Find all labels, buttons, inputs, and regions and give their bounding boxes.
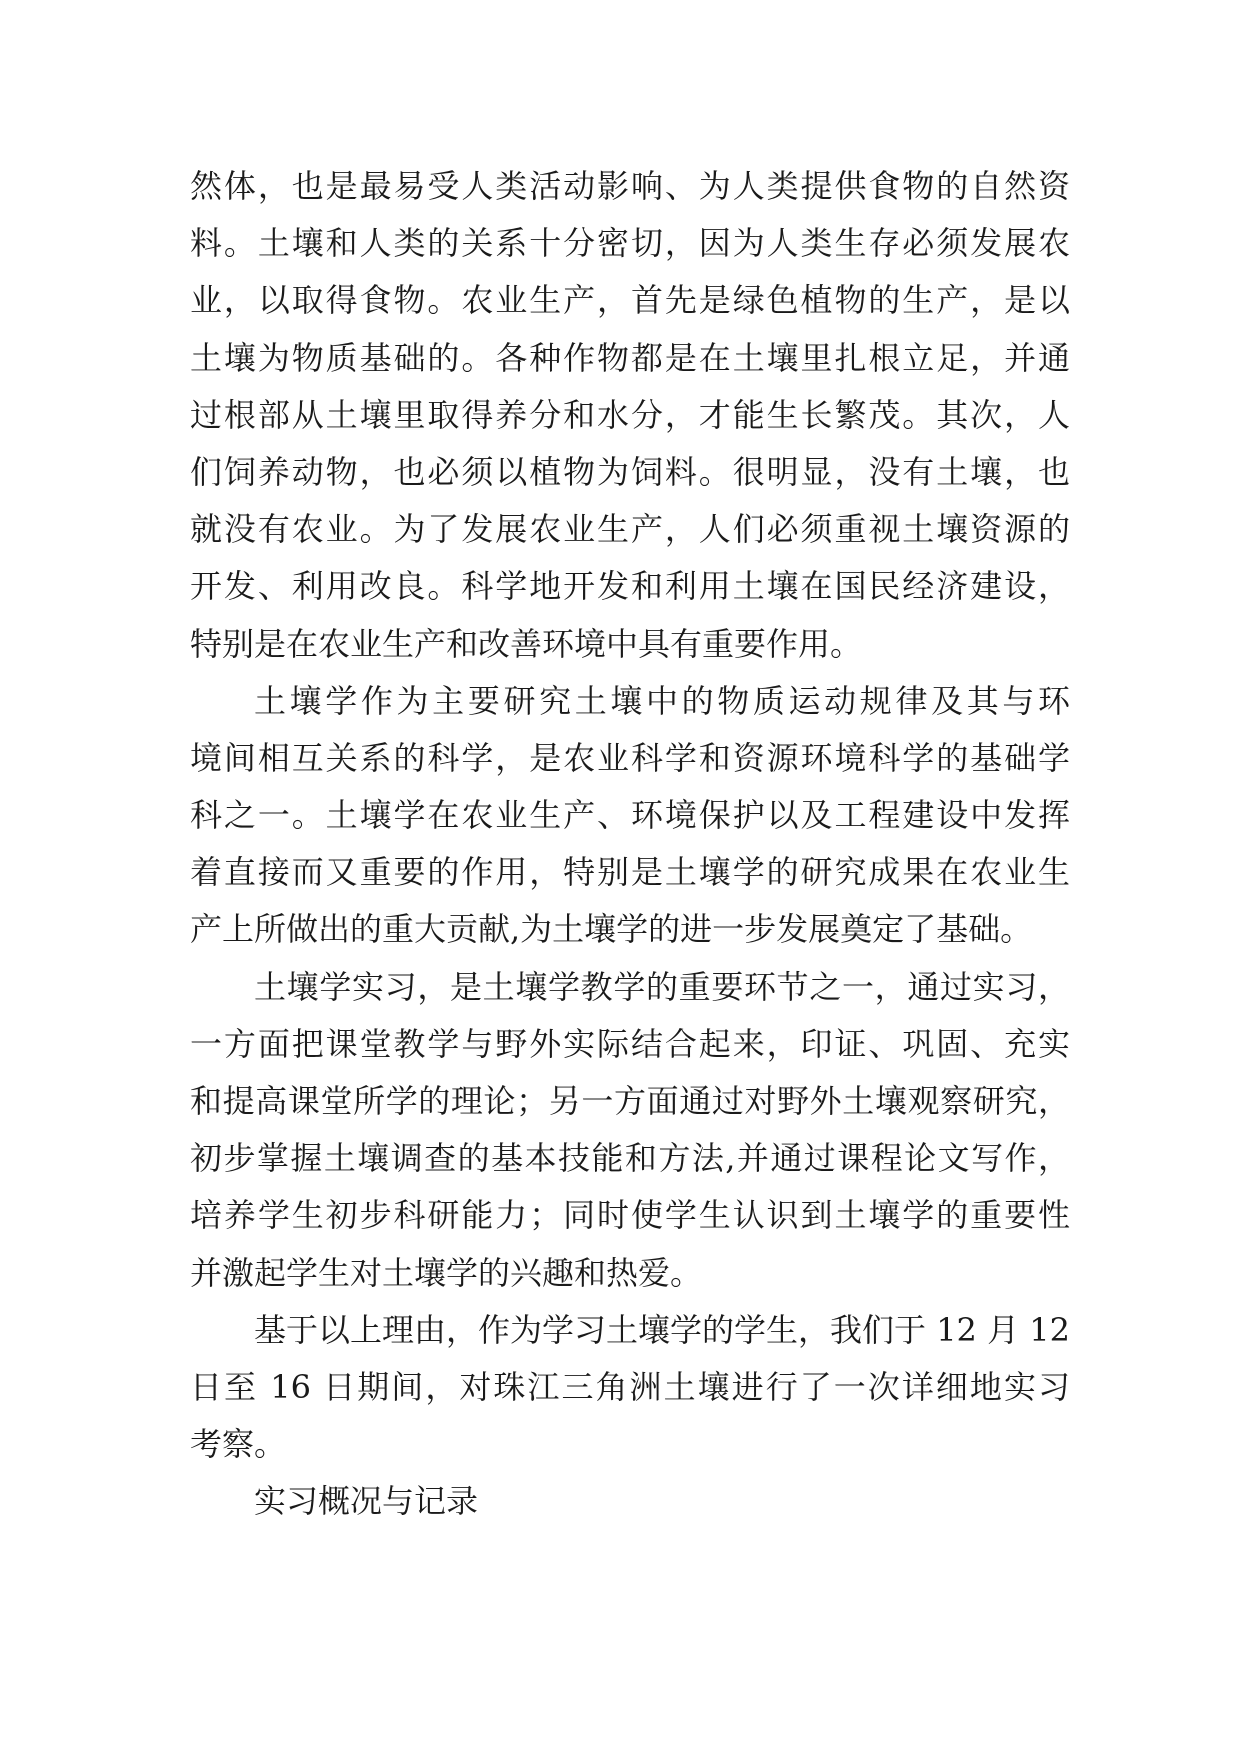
- text-line: 特别是在农业生产和改善环境中具有重要作用。: [190, 624, 863, 663]
- text-line: 实习概况与记录: [254, 1482, 479, 1521]
- text-line: 境间相互关系的科学，是农业科学和资源环境科学的基础学: [190, 738, 1070, 777]
- text-line: 业，以取得食物。农业生产，首先是绿色植物的生产，是以: [190, 281, 1070, 320]
- text-line: 日至 16 日期间，对珠江三角洲土壤进行了一次详细地实习: [190, 1367, 1070, 1406]
- text-line: 过根部从土壤里取得养分和水分，才能生长繁茂。其次，人: [190, 395, 1070, 434]
- text-line: 着直接而又重要的作用，特别是土壤学的研究成果在农业生: [190, 853, 1070, 892]
- paragraph: [190, 158, 1070, 673]
- text-line: 土壤为物质基础的。各种作物都是在土壤里扎根立足，并通: [190, 338, 1070, 377]
- text-line: 然体，也是最易受人类活动影响、为人类提供食物的自然资: [190, 167, 1070, 205]
- text-line: 初步掌握土壤调查的基本技能和方法,并通过课程论文写作，: [190, 1139, 1070, 1178]
- text-line: 基于以上理由，作为学习土壤学的学生，我们于 12 月 12: [254, 1310, 1070, 1349]
- text-line: 就没有农业。为了发展农业生产，人们必须重视土壤资源的: [190, 510, 1070, 549]
- text-line: 料。土壤和人类的关系十分密切，因为人类生存必须发展农: [190, 224, 1070, 263]
- text-line: 考察。: [190, 1425, 287, 1464]
- text-line: 培养学生初步科研能力；同时使学生认识到土壤学的重要性: [190, 1196, 1070, 1235]
- text-line: 和提高课堂所学的理论；另一方面通过对野外土壤观察研究，: [190, 1082, 1070, 1120]
- paragraph: [190, 1302, 1070, 1474]
- text-line: 们饲养动物，也必须以植物为饲料。很明显，没有土壤，也: [190, 452, 1070, 491]
- text-line: 并激起学生对土壤学的兴趣和热爱。: [190, 1253, 703, 1292]
- text-line: 土壤学实习，是土壤学教学的重要环节之一，通过实习，: [254, 967, 1070, 1006]
- paragraph: [190, 673, 1070, 959]
- text-line: 土壤学作为主要研究土壤中的物质运动规律及其与环: [254, 681, 1070, 720]
- text-line: 科之一。土壤学在农业生产、环境保护以及工程建设中发挥: [190, 796, 1070, 835]
- paragraph: [190, 959, 1070, 1302]
- body-text: [190, 158, 1070, 1531]
- text-line: 开发、利用改良。科学地开发和利用土壤在国民经济建设，: [190, 567, 1070, 606]
- paragraph: [190, 1473, 1070, 1530]
- text-line: 产上所做出的重大贡献,为土壤学的进一步发展奠定了基础。: [190, 910, 1033, 949]
- text-line: 一方面把课堂教学与野外实际结合起来，印证、巩固、充实: [190, 1024, 1070, 1063]
